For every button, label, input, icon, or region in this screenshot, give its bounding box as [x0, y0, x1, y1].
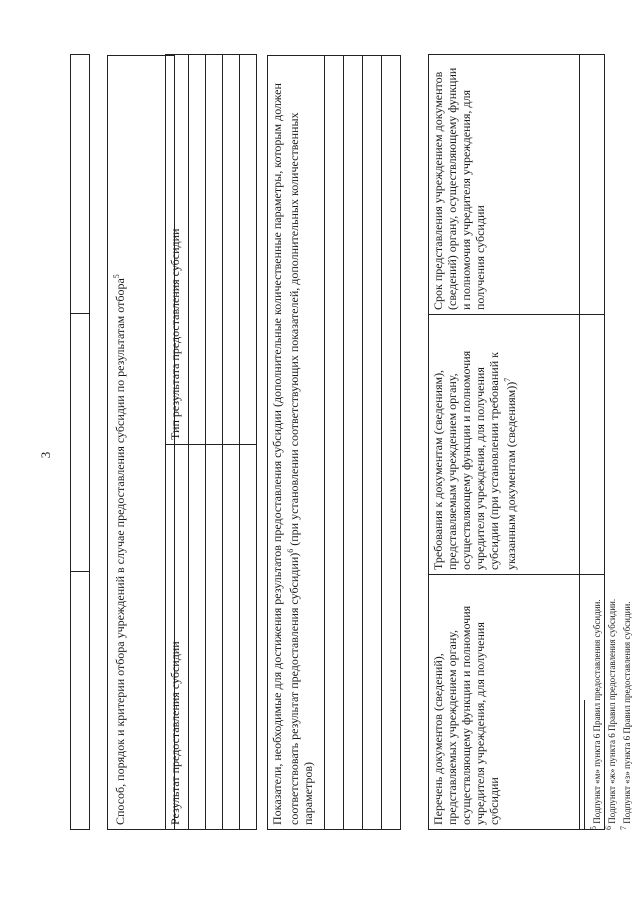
- empty-cell: [206, 445, 223, 830]
- top-empty-table: [70, 54, 90, 830]
- type-header-cell: [166, 55, 189, 445]
- empty-cell: [71, 572, 90, 830]
- indicators-text: Показатели, необходимые для достижения результатов предоставления субсидии (дополнительные количественные параметры, которым должен соответствовать результат предоставления субсидии): [270, 83, 301, 825]
- footnote: $^5$ Подпункт «м» пункта 6 Правил предоставления субсидии.: [589, 599, 602, 830]
- empty-cell: [206, 55, 223, 445]
- page-number: 3: [38, 451, 53, 459]
- empty-cell: [223, 55, 240, 445]
- footnote-ref: 5: [112, 274, 121, 279]
- documents-deadline-cell: [429, 55, 580, 315]
- documents-table: [428, 54, 605, 830]
- empty-cell: [71, 55, 90, 314]
- footnotes: [584, 130, 633, 830]
- indicators-table: [267, 55, 401, 830]
- empty-cell: [223, 445, 240, 830]
- footnote-ref: 6: [286, 548, 295, 553]
- result-header: Результат предоставления субсидии: [168, 641, 182, 825]
- indicators-header-cell: [268, 56, 325, 830]
- indicators-text-continued: (при установлении соответствующих показателей, дополнительных количественных параметров): [287, 112, 315, 825]
- empty-cell: [344, 56, 363, 830]
- empty-cell: [240, 445, 257, 830]
- footnote-divider: [584, 700, 585, 830]
- documents-requirements-header: Требования к документам (сведениям), представляемым учреждением органу, осуществляющему функции и полномочия учредителя учреждения, для получения субсидии (при установлении требований к указанным документам (сведениям)): [431, 350, 518, 570]
- footnote-ref: 7: [503, 377, 512, 382]
- result-table: [165, 54, 257, 830]
- documents-list-cell: [429, 575, 580, 830]
- footnote: $^6$ Подпункт «ж» пункта 6 Правил предоставления субсидии.: [604, 598, 617, 830]
- empty-cell: [71, 314, 90, 572]
- empty-cell: [363, 56, 382, 830]
- selection-criteria-text: Способ, порядок и критерии отбора учреждений в случае предоставления субсидии по результатам отбора: [113, 278, 127, 825]
- empty-cell: [189, 55, 206, 445]
- documents-deadline-header: Срок представления учреждением документов (сведений) органу, осуществляющему функции и полномочия учредителя учреждения, для получения субсидии: [431, 67, 487, 310]
- documents-requirements-cell: [429, 315, 580, 575]
- type-header: Тип результата предоставления субсидии: [168, 228, 182, 440]
- empty-cell: [189, 445, 206, 830]
- documents-list-header: Перечень документов (сведений), представляемых учреждением органу, осуществляющему функции и полномочия учредителя учреждения, для получения субсидии: [431, 605, 501, 825]
- empty-cell: [382, 56, 401, 830]
- result-header-cell: [166, 445, 189, 830]
- empty-cell: [240, 55, 257, 445]
- footnote: $^7$ Подпункт «з» пункта 6 Правил предоставления субсидии.: [619, 601, 632, 830]
- empty-cell: [325, 56, 344, 830]
